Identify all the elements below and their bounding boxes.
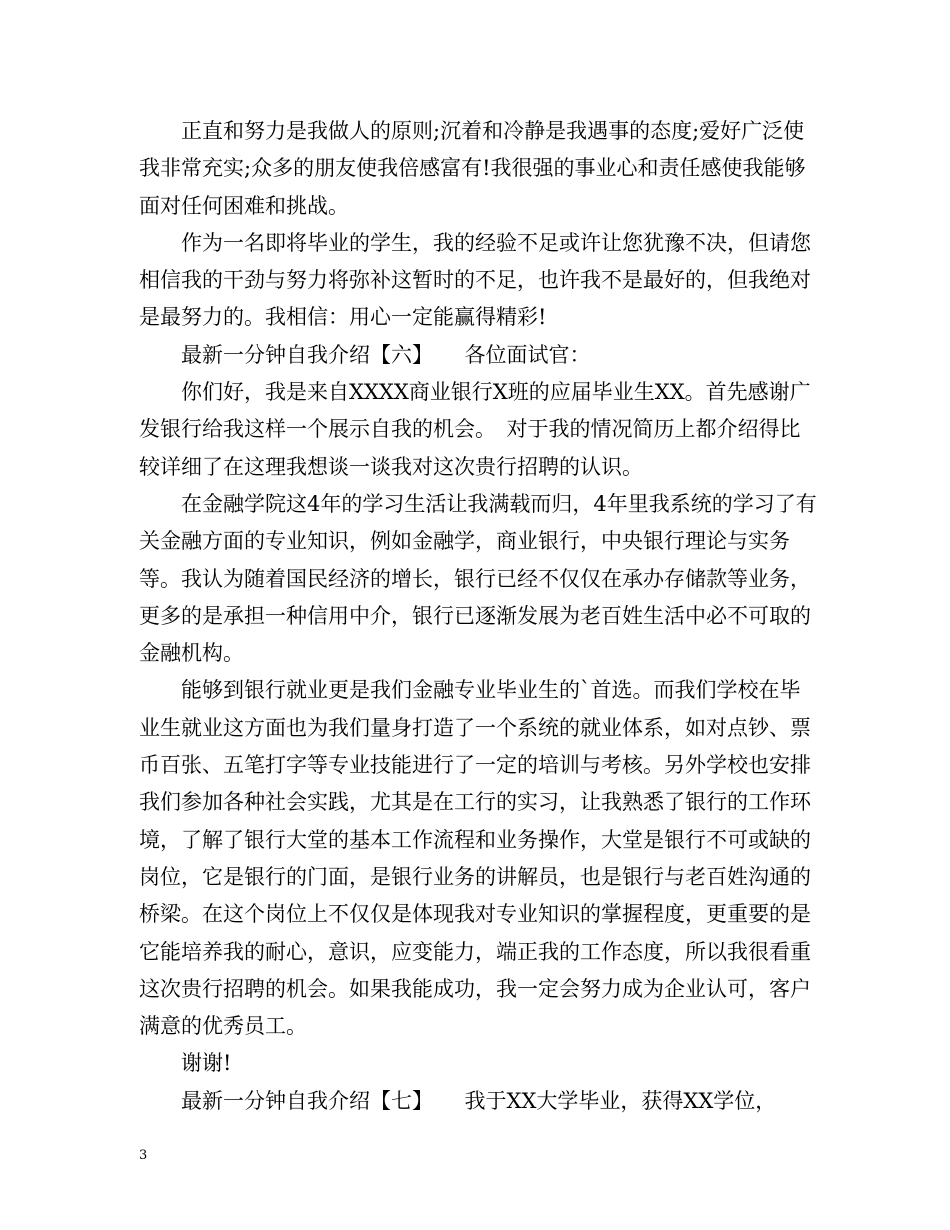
section-heading-seven: 最新一分钟自我介绍【七】 我于XX大学毕业，获得XX学位，	[181, 1088, 777, 1113]
document-body	[139, 113, 819, 1120]
paragraph-greeting: 你们好，我是来自XXXX商业银行X班的应届毕业生XX。首先感谢广发银行给我这样一个展示自我的机会。 对于我的情况简历上都介绍得比较详细了在这理我想谈一谈我对这次贵行招聘的认识。	[139, 380, 811, 479]
paragraph-study: 在金融学院这4年的学习生活让我满载而归，4年里我系统的学习了有关金融方面的专业知识，例如金融学，商业银行，中央银行理论与实务等。我认为随着国民经济的增长，银行已经不仅仅在承办存储款等业务，更多的是承担一种信用中介，银行已逐渐发展为老百姓生活中必不可取的金融机构。	[139, 491, 817, 666]
paragraph-employment: 能够到银行就业更是我们金融专业毕业生的`首选。而我们学校在毕业生就业这方面也为我们量身打造了一个系统的就业体系，如对点钞、票币百张、五笔打字等专业技能进行了一定的培训与考核。另外学校也安排我们参加各种社会实践，尤其是在工行的实习，让我熟悉了银行的工作环境，了解了银行大堂的基本工作流程和业务操作，大堂是银行不可或缺的岗位，它是银行的门面，是银行业务的讲解员，也是银行与老百姓沟通的桥梁。在这个岗位上不仅仅是体现我对专业知识的掌握程度，更重要的是它能培养我的耐心，意识，应变能力，端正我的工作态度，所以我很看重这次贵行招聘的机会。如果我能成功，我一定会努力成为企业认可，客户满意的优秀员工。	[139, 678, 811, 1039]
section-heading-six: 最新一分钟自我介绍【六】 各位面试官：	[181, 342, 591, 367]
paragraph-experience: 作为一名即将毕业的学生，我的经验不足或许让您犹豫不决，但请您相信我的干劲与努力将弥补这暂时的不足，也许我不是最好的，但我绝对是最努力的。我相信：用心一定能赢得精彩!	[139, 230, 811, 330]
paragraph-character: 正直和努力是我做人的原则;沉着和冷静是我遇事的态度;爱好广泛使我非常充实;众多的朋友使我倍感富有!我很强的事业心和责任感使我能够面对任何困难和挑战。	[139, 119, 806, 218]
page-number: 3	[139, 1148, 148, 1163]
paragraph-thanks: 谢谢!	[181, 1051, 232, 1076]
